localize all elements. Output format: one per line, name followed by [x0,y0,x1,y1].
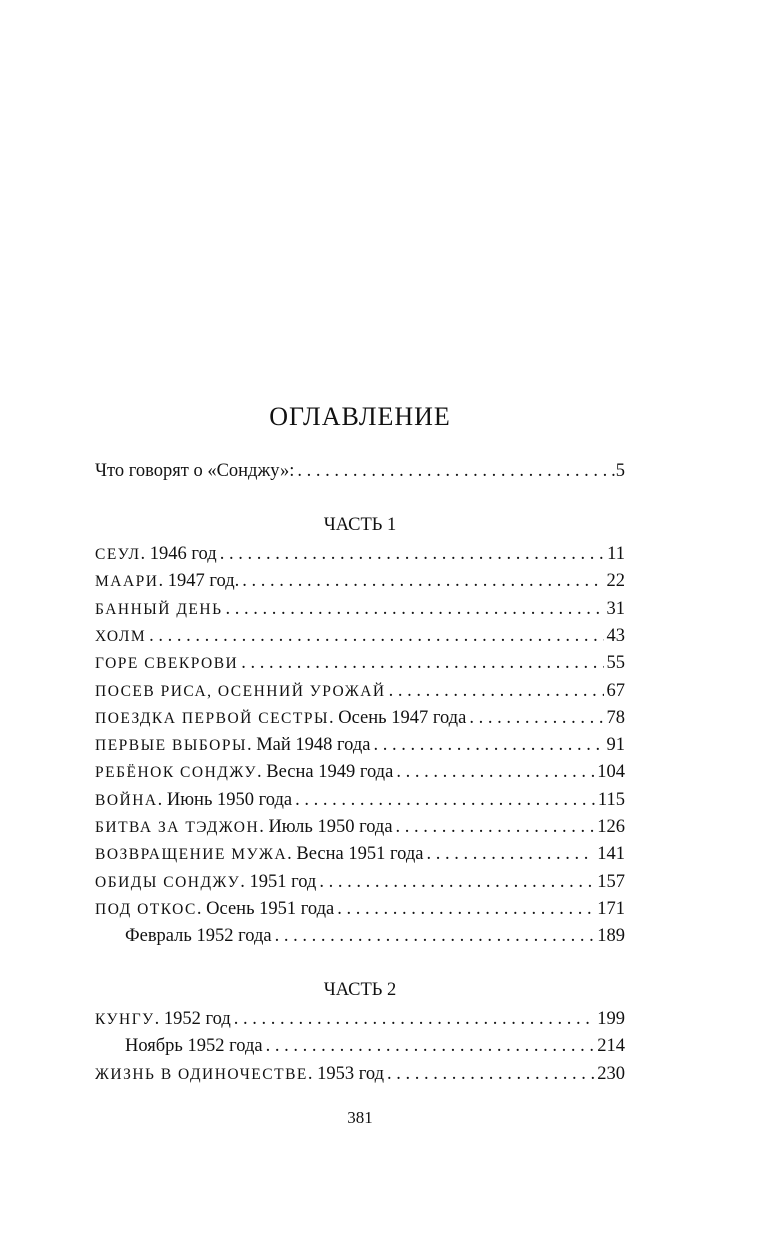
toc-entry-caps: ЖИЗНЬ В ОДИНОЧЕСТВЕ [95,1065,308,1083]
dot-leader [297,458,608,485]
part-1-heading: ЧАСТЬ 1 [323,515,397,535]
toc-entry[interactable] [95,678,625,705]
toc-entry-caps: БИТВА ЗА ТЭДЖОН [95,819,260,836]
toc-entry-title [95,541,217,568]
toc-entry-caps: ВОЙНА [95,791,158,809]
toc-entry-caps: ПОД ОТКОС [95,900,197,918]
toc-entry[interactable] [95,869,625,896]
part-2-heading: ЧАСТЬ 2 [323,980,397,1000]
toc-page-number: 91 [606,735,625,756]
toc-entry-title [95,841,423,868]
toc-page-number: 199 [597,1009,625,1029]
toc-entry-title [95,623,146,650]
toc-entry-title [95,759,393,786]
dot-leader [396,759,594,786]
toc-entry[interactable] [95,568,625,595]
toc-page-number: 171 [597,898,625,919]
dot-leader [389,678,604,705]
toc-entry-intro[interactable] [95,458,625,485]
toc-entry[interactable] [95,841,625,868]
toc-page-number: 55 [606,653,625,674]
toc-entry-caps: ОБИДЫ СОНДЖУ [95,873,241,891]
toc-entry[interactable] [95,541,625,568]
toc-entry-title [95,596,223,623]
toc-entry-title [95,814,393,841]
dot-leader [149,623,603,650]
toc-entry-subtitle: . Весна 1951 года [287,844,424,865]
dot-leader [234,1006,594,1033]
toc-page-number: 141 [597,844,625,865]
toc-entry-caps: СЕУЛ [95,546,141,563]
toc-entry-title [95,568,239,595]
toc-page-number: 43 [606,625,625,646]
toc-entry-subtitle: Ноябрь 1952 года [125,1036,263,1057]
toc-entry-title [95,869,316,896]
toc-entry-caps: РЕБЁНОК СОНДЖУ [95,764,257,782]
toc-entry-subtitle: . Май 1948 года [246,735,371,756]
toc-entry-subtitle: . 1952 год [154,1009,231,1029]
dot-leader [426,841,594,868]
toc-entry[interactable] [95,650,625,677]
toc-page-number: 115 [597,789,625,810]
toc-entry[interactable] [95,896,625,923]
toc-entry-subtitle: . Весна 1949 года [257,762,394,783]
toc-entry[interactable] [95,623,625,650]
toc-entry[interactable] [95,1061,625,1088]
toc-entry[interactable] [95,732,625,759]
toc-entry-caps: ПЕРВЫЕ ВЫБОРЫ [95,737,247,755]
toc-entry-caps: БАННЫЙ ДЕНЬ [95,600,223,618]
toc-entry-title [95,678,386,705]
dot-leader [220,541,604,568]
toc-page-number: 11 [607,544,625,564]
toc-page-number: 189 [597,926,625,947]
toc-entry-subtitle: Февраль 1952 года [125,926,272,947]
dot-leader [241,650,603,677]
toc-entry-title [95,896,334,923]
toc-page-number: 230 [597,1063,625,1084]
toc-entry-subtitle: . Осень 1951 года [196,898,335,919]
toc-entry[interactable] [95,705,625,732]
toc-entry-title [95,1033,263,1060]
toc-page-number: 157 [597,871,625,892]
toc-entry-subtitle: . 1947 год. [158,571,240,592]
toc-entry-caps: МААРИ [95,573,159,591]
dot-leader [242,568,603,595]
toc-entry-subtitle: . 1946 год [140,544,217,564]
toc-entry[interactable] [95,923,625,950]
page-folio-number: 381 [347,1108,373,1127]
toc-entry-subtitle: . Июль 1950 года [259,817,393,837]
toc-entry-title [95,1061,384,1088]
toc-entry-title [95,787,292,814]
toc-entry-subtitle: . 1951 год [240,871,317,892]
toc-entry[interactable] [95,814,625,841]
toc-entry-caps: ПОЕЗДКА ПЕРВОЙ СЕСТРЫ [95,709,329,727]
toc-page-number: 126 [597,817,625,837]
dot-leader [396,814,595,841]
toc-entry-subtitle: . 1953 год [307,1063,385,1084]
toc-entry-title [95,923,272,950]
toc-entry-caps: ХОЛМ [95,627,147,645]
toc-entry-subtitle: . Июнь 1950 года [157,789,293,810]
dot-leader [387,1061,594,1088]
toc-page-number: 31 [606,598,625,619]
toc-page-number: .5 [611,461,625,481]
toc-entry[interactable] [95,787,625,814]
toc-entry-caps: КУНГУ [95,1011,155,1028]
toc-entry-title [95,705,466,732]
dot-leader [275,923,595,950]
toc-page-number: 22 [606,571,625,592]
toc-entry[interactable] [95,759,625,786]
toc-entry-title: Что говорят о «Сонджу»: [95,461,295,481]
toc-entry-caps: ВОЗВРАЩЕНИЕ МУЖА [95,846,288,864]
toc-entry[interactable] [95,1033,625,1060]
toc-entry[interactable] [95,1006,625,1033]
toc-entry-title [95,650,238,677]
toc-page-number: 104 [597,762,625,783]
toc-entry-caps: ПОСЕВ РИСА, ОСЕННИЙ УРОЖАЙ [95,682,386,700]
dot-leader [319,869,594,896]
dot-leader [469,705,603,732]
toc-page-number: 214 [597,1036,625,1057]
dot-leader [374,732,604,759]
toc-entry-subtitle: . Осень 1947 года [328,707,467,728]
toc-entry-title [95,1006,231,1033]
toc-page-number: 67 [606,680,625,701]
toc-entry-title [95,732,371,759]
dot-leader [337,896,594,923]
dot-leader [226,596,604,623]
toc-entry[interactable] [95,596,625,623]
toc-page-number: 78 [606,707,625,728]
page-title: ОГЛАВЛЕНИЕ [269,402,451,431]
toc-entry-caps: ГОРЕ СВЕКРОВИ [95,655,239,673]
dot-leader [266,1033,595,1060]
dot-leader [295,787,595,814]
